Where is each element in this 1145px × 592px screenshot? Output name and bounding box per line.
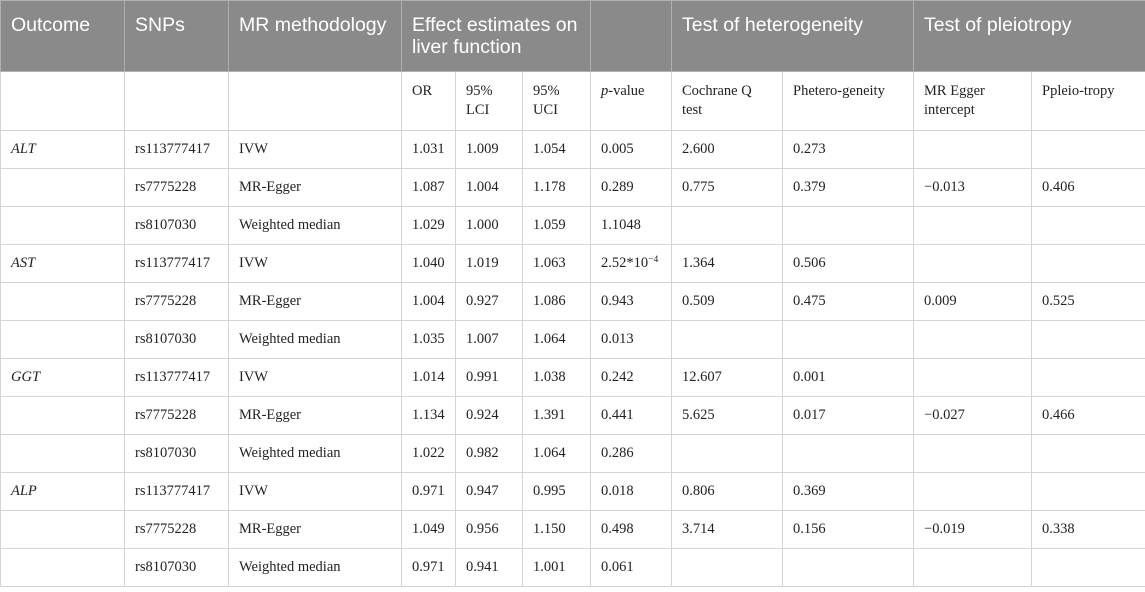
p-value-cell (591, 283, 672, 321)
p-heterogeneity-cell-text: 0.475 (793, 293, 826, 309)
table-body (1, 131, 1145, 587)
p-heterogeneity-cell (783, 321, 914, 359)
outcome-cell (1, 359, 125, 397)
table-row (1, 169, 1145, 207)
method-cell-text: MR-Egger (239, 407, 302, 423)
p-value-exponent: −4 (648, 255, 659, 265)
p-value-cell (591, 359, 672, 397)
egger-intercept-cell (914, 131, 1032, 169)
cochrane-q-cell-text: 0.509 (682, 293, 715, 309)
lci-cell (456, 397, 523, 435)
lci-cell (456, 359, 523, 397)
method-cell (229, 359, 402, 397)
p-value-cell-text: 0.289 (601, 179, 634, 195)
snp-cell (125, 473, 229, 511)
subheader-p-value (591, 72, 672, 131)
snp-cell (125, 283, 229, 321)
cochrane-q-cell (672, 511, 783, 549)
or-cell (402, 359, 456, 397)
cochrane-q-cell-text: 3.714 (682, 521, 715, 537)
table-row (1, 321, 1145, 359)
egger-intercept-cell (914, 283, 1032, 321)
p-heterogeneity-cell-text: 0.369 (793, 483, 826, 499)
uci-cell-text: 1.064 (533, 331, 566, 347)
p-pleiotropy-cell-text: 0.406 (1042, 179, 1075, 195)
cochrane-q-cell-text: 0.775 (682, 179, 715, 195)
uci-cell (523, 245, 591, 283)
uci-cell-text: 1.391 (533, 407, 566, 423)
p-value-cell-text: 0.441 (601, 407, 634, 423)
cochrane-q-cell (672, 397, 783, 435)
uci-cell (523, 397, 591, 435)
uci-cell (523, 283, 591, 321)
outcome-cell (1, 435, 125, 473)
lci-cell (456, 131, 523, 169)
lci-cell-text: 1.019 (466, 255, 499, 271)
p-value-cell (591, 473, 672, 511)
snp-cell (125, 245, 229, 283)
sub-header-row (1, 72, 1145, 131)
header-test-of-heterogeneity: Test of heterogeneity (672, 1, 914, 72)
subheader-or: OR (402, 72, 456, 131)
cochrane-q-cell (672, 245, 783, 283)
p-heterogeneity-cell (783, 283, 914, 321)
cochrane-q-cell (672, 435, 783, 473)
lci-cell-text: 0.956 (466, 521, 499, 537)
outcome-cell (1, 397, 125, 435)
method-cell-text: IVW (239, 369, 268, 385)
outcome-cell (1, 131, 125, 169)
uci-cell-text: 1.064 (533, 445, 566, 461)
egger-intercept-cell (914, 321, 1032, 359)
uci-cell-text: 1.086 (533, 293, 566, 309)
p-value-cell-text: 0.943 (601, 293, 634, 309)
group-header-row (1, 1, 1145, 72)
cochrane-q-cell (672, 169, 783, 207)
uci-cell (523, 321, 591, 359)
table-row (1, 511, 1145, 549)
method-cell (229, 397, 402, 435)
p-pleiotropy-cell (1032, 131, 1145, 169)
table-row (1, 473, 1145, 511)
snp-cell-text: rs7775228 (135, 293, 197, 309)
method-cell (229, 283, 402, 321)
snp-cell-text: rs113777417 (135, 369, 211, 385)
or-cell (402, 207, 456, 245)
subheader-blank-outcome (1, 72, 125, 131)
method-cell-text: MR-Egger (239, 293, 302, 309)
cochrane-q-cell-text: 2.600 (682, 141, 715, 157)
snp-cell-text: rs113777417 (135, 255, 211, 271)
p-value-cell-text: 0.498 (601, 521, 634, 537)
subheader-95-uci: 95% UCI (523, 72, 591, 131)
p-heterogeneity-cell (783, 359, 914, 397)
p-value-cell-text: 0.061 (601, 559, 634, 575)
outcome-cell-text: ALP (11, 483, 37, 499)
p-pleiotropy-cell-text: 0.525 (1042, 293, 1075, 309)
p-pleiotropy-cell (1032, 473, 1145, 511)
method-cell (229, 131, 402, 169)
p-heterogeneity-cell-text: 0.273 (793, 141, 826, 157)
snp-cell (125, 359, 229, 397)
or-cell (402, 473, 456, 511)
lci-cell-text: 0.982 (466, 445, 499, 461)
p-heterogeneity-cell-text: 0.001 (793, 369, 826, 385)
method-cell (229, 435, 402, 473)
outcome-cell (1, 283, 125, 321)
method-cell-text: MR-Egger (239, 179, 302, 195)
uci-cell-text: 1.150 (533, 521, 566, 537)
outcome-cell-text: AST (11, 255, 36, 271)
lci-cell (456, 549, 523, 587)
cochrane-q-cell-text: 1.364 (682, 255, 715, 271)
p-value-cell (591, 131, 672, 169)
method-cell-text: MR-Egger (239, 521, 302, 537)
egger-intercept-cell (914, 359, 1032, 397)
snp-cell (125, 169, 229, 207)
outcome-cell (1, 169, 125, 207)
method-cell (229, 511, 402, 549)
p-heterogeneity-cell-text: 0.017 (793, 407, 826, 423)
uci-cell (523, 549, 591, 587)
uci-cell-text: 1.038 (533, 369, 566, 385)
uci-cell-text: 1.001 (533, 559, 566, 575)
snp-cell (125, 321, 229, 359)
p-pleiotropy-cell-text: 0.338 (1042, 521, 1075, 537)
uci-cell (523, 359, 591, 397)
uci-cell (523, 435, 591, 473)
p-value-cell (591, 397, 672, 435)
p-pleiotropy-cell (1032, 207, 1145, 245)
p-value-cell-text: 2.52*10 (601, 255, 649, 271)
method-cell (229, 473, 402, 511)
or-cell (402, 321, 456, 359)
egger-intercept-cell (914, 169, 1032, 207)
or-cell (402, 131, 456, 169)
or-cell-text: 1.035 (412, 331, 445, 347)
egger-intercept-cell (914, 245, 1032, 283)
snp-cell-text: rs8107030 (135, 559, 197, 575)
uci-cell-text: 0.995 (533, 483, 566, 499)
snp-cell-text: rs113777417 (135, 141, 211, 157)
header-effect-estimates: Effect estimates on liver function (402, 1, 591, 72)
method-cell-text: IVW (239, 483, 268, 499)
egger-intercept-cell (914, 473, 1032, 511)
table-row (1, 397, 1145, 435)
cochrane-q-cell (672, 359, 783, 397)
method-cell (229, 549, 402, 587)
lci-cell-text: 0.927 (466, 293, 499, 309)
uci-cell-text: 1.054 (533, 141, 566, 157)
table-row (1, 283, 1145, 321)
p-value-cell-text: 0.242 (601, 369, 634, 385)
outcome-cell (1, 549, 125, 587)
egger-intercept-cell (914, 207, 1032, 245)
table-row (1, 207, 1145, 245)
cochrane-q-cell (672, 207, 783, 245)
method-cell-text: Weighted median (239, 331, 341, 347)
outcome-cell-text: GGT (11, 369, 41, 385)
uci-cell (523, 169, 591, 207)
p-value-cell-text: 0.013 (601, 331, 634, 347)
subheader-p-pleiotropy: Ppleio-tropy (1032, 72, 1145, 131)
cochrane-q-cell-text: 5.625 (682, 407, 715, 423)
cochrane-q-cell (672, 321, 783, 359)
lci-cell-text: 1.009 (466, 141, 499, 157)
p-pleiotropy-cell (1032, 245, 1145, 283)
table-row (1, 435, 1145, 473)
snp-cell-text: rs7775228 (135, 179, 197, 195)
p-value-cell (591, 511, 672, 549)
or-cell (402, 511, 456, 549)
snp-cell-text: rs7775228 (135, 407, 197, 423)
outcome-cell (1, 511, 125, 549)
lci-cell (456, 435, 523, 473)
method-cell-text: Weighted median (239, 217, 341, 233)
or-cell-text: 1.087 (412, 179, 445, 195)
p-pleiotropy-cell (1032, 359, 1145, 397)
p-pleiotropy-cell (1032, 397, 1145, 435)
subheader-cochrane-q-test: Cochrane Q test (672, 72, 783, 131)
snp-cell-text: rs8107030 (135, 217, 197, 233)
header-mr-methodology: MR methodology (229, 1, 402, 72)
subheader-p-heterogeneity: Phetero-geneity (783, 72, 914, 131)
cochrane-q-cell-text: 0.806 (682, 483, 715, 499)
outcome-cell (1, 245, 125, 283)
snp-cell (125, 207, 229, 245)
snp-cell (125, 435, 229, 473)
header-blank-pvalue (591, 1, 672, 72)
p-pleiotropy-cell (1032, 511, 1145, 549)
method-cell-text: Weighted median (239, 559, 341, 575)
lci-cell-text: 1.000 (466, 217, 499, 233)
cochrane-q-cell-text: 12.607 (682, 369, 722, 385)
egger-intercept-cell (914, 549, 1032, 587)
method-cell-text: Weighted median (239, 445, 341, 461)
or-cell-text: 1.040 (412, 255, 445, 271)
egger-intercept-cell (914, 435, 1032, 473)
or-cell-text: 1.029 (412, 217, 445, 233)
p-value-italic-p: p (601, 83, 609, 99)
uci-cell (523, 207, 591, 245)
table-row (1, 245, 1145, 283)
snp-cell-text: rs8107030 (135, 331, 197, 347)
snp-cell-text: rs7775228 (135, 521, 197, 537)
cochrane-q-cell (672, 131, 783, 169)
or-cell-text: 1.134 (412, 407, 445, 423)
or-cell-text: 1.022 (412, 445, 445, 461)
p-pleiotropy-cell-text: 0.466 (1042, 407, 1075, 423)
or-cell-text: 0.971 (412, 559, 445, 575)
or-cell (402, 549, 456, 587)
uci-cell-text: 1.063 (533, 255, 566, 271)
outcome-cell (1, 473, 125, 511)
p-heterogeneity-cell (783, 207, 914, 245)
p-value-cell (591, 207, 672, 245)
p-heterogeneity-cell (783, 511, 914, 549)
p-pleiotropy-cell (1032, 321, 1145, 359)
p-value-cell-text: 1.1048 (601, 217, 641, 233)
or-cell (402, 245, 456, 283)
outcome-cell-text: ALT (11, 141, 36, 157)
p-pleiotropy-cell (1032, 435, 1145, 473)
snp-cell (125, 397, 229, 435)
p-value-cell (591, 435, 672, 473)
lci-cell-text: 0.924 (466, 407, 499, 423)
lci-cell (456, 169, 523, 207)
snp-cell-text: rs113777417 (135, 483, 211, 499)
method-cell-text: IVW (239, 255, 268, 271)
outcome-cell (1, 321, 125, 359)
p-pleiotropy-cell (1032, 549, 1145, 587)
or-cell (402, 169, 456, 207)
uci-cell-text: 1.178 (533, 179, 566, 195)
p-heterogeneity-cell (783, 169, 914, 207)
p-heterogeneity-cell (783, 131, 914, 169)
table-row (1, 131, 1145, 169)
snp-cell (125, 131, 229, 169)
method-cell (229, 169, 402, 207)
lci-cell-text: 0.941 (466, 559, 499, 575)
lci-cell (456, 283, 523, 321)
lci-cell (456, 473, 523, 511)
p-heterogeneity-cell (783, 397, 914, 435)
subheader-blank-method (229, 72, 402, 131)
or-cell-text: 1.004 (412, 293, 445, 309)
method-cell (229, 245, 402, 283)
p-value-cell-text: 0.286 (601, 445, 634, 461)
egger-intercept-cell-text: −0.019 (924, 521, 965, 537)
egger-intercept-cell-text: −0.027 (924, 407, 965, 423)
egger-intercept-cell-text: 0.009 (924, 293, 957, 309)
lci-cell (456, 207, 523, 245)
lci-cell (456, 321, 523, 359)
egger-intercept-cell (914, 511, 1032, 549)
p-value-cell-text: 0.018 (601, 483, 634, 499)
lci-cell-text: 0.947 (466, 483, 499, 499)
p-heterogeneity-cell (783, 549, 914, 587)
cochrane-q-cell (672, 283, 783, 321)
snp-cell (125, 511, 229, 549)
cochrane-q-cell (672, 549, 783, 587)
egger-intercept-cell-text: −0.013 (924, 179, 965, 195)
lci-cell (456, 245, 523, 283)
lci-cell-text: 0.991 (466, 369, 499, 385)
p-heterogeneity-cell (783, 435, 914, 473)
p-value-suffix: -value (608, 83, 645, 99)
p-pleiotropy-cell (1032, 169, 1145, 207)
method-cell (229, 321, 402, 359)
subheader-mr-egger-intercept: MR Egger intercept (914, 72, 1032, 131)
uci-cell (523, 511, 591, 549)
or-cell-text: 1.031 (412, 141, 445, 157)
p-pleiotropy-cell (1032, 283, 1145, 321)
p-heterogeneity-cell-text: 0.156 (793, 521, 826, 537)
snp-cell-text: rs8107030 (135, 445, 197, 461)
p-heterogeneity-cell (783, 245, 914, 283)
lci-cell-text: 1.007 (466, 331, 499, 347)
or-cell (402, 283, 456, 321)
lci-cell-text: 1.004 (466, 179, 499, 195)
outcome-cell (1, 207, 125, 245)
lci-cell (456, 511, 523, 549)
method-cell (229, 207, 402, 245)
uci-cell-text: 1.059 (533, 217, 566, 233)
method-cell-text: IVW (239, 141, 268, 157)
or-cell-text: 1.014 (412, 369, 445, 385)
snp-cell (125, 549, 229, 587)
subheader-95-lci: 95% LCI (456, 72, 523, 131)
cochrane-q-cell (672, 473, 783, 511)
or-cell-text: 1.049 (412, 521, 445, 537)
subheader-blank-snps (125, 72, 229, 131)
or-cell (402, 435, 456, 473)
header-test-of-pleiotropy: Test of pleiotropy (914, 1, 1145, 72)
table-row (1, 549, 1145, 587)
uci-cell (523, 473, 591, 511)
header-snps: SNPs (125, 1, 229, 72)
or-cell-text: 0.971 (412, 483, 445, 499)
p-heterogeneity-cell (783, 473, 914, 511)
p-value-cell (591, 169, 672, 207)
p-value-cell (591, 549, 672, 587)
p-value-cell-text: 0.005 (601, 141, 634, 157)
header-outcome: Outcome (1, 1, 125, 72)
egger-intercept-cell (914, 397, 1032, 435)
p-heterogeneity-cell-text: 0.506 (793, 255, 826, 271)
or-cell (402, 397, 456, 435)
p-heterogeneity-cell-text: 0.379 (793, 179, 826, 195)
uci-cell (523, 131, 591, 169)
p-value-cell (591, 245, 672, 283)
p-value-cell (591, 321, 672, 359)
table-row (1, 359, 1145, 397)
